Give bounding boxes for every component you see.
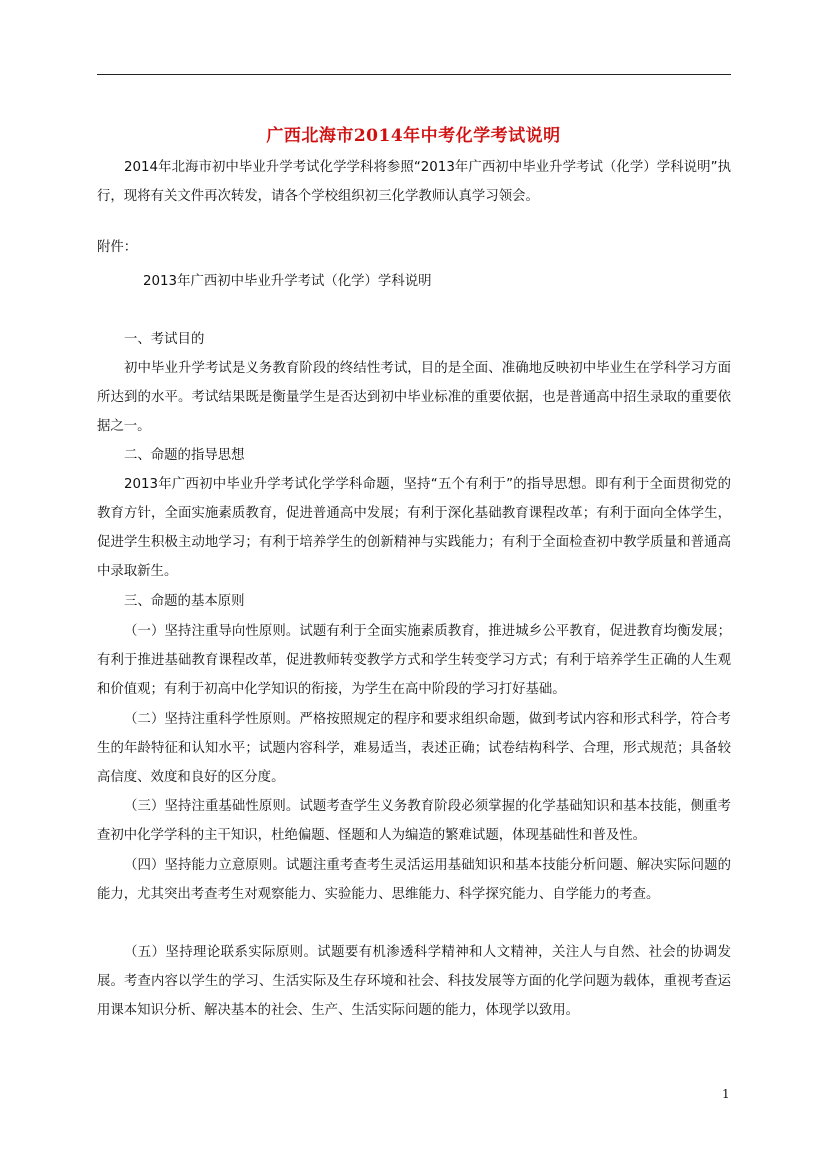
section-1-body: 初中毕业升学考试是义务教育阶段的终结性考试，目的是全面、准确地反映初中毕业生在学科学习方面所达到的水平。考试结果既是衡量学生是否达到初中毕业标准的重要依据，也是普通高中招生录取的重要依据之一。 — [97, 361, 731, 434]
principle-1: （一）坚持注重导向性原则。试题有利于全面实施素质教育，推进城乡公平教育，促进教育均衡发展；有利于推进基础教育课程改革，促进教师转变教学方式和学生转变学习方式；有利于培养学生正确的人生观和价值观；有利于初高中化学知识的衔接，为学生在高中阶段的学习打好基础。 — [97, 624, 731, 697]
header-rule — [97, 74, 731, 75]
page-number: 1 — [722, 1087, 730, 1101]
attachment-title: 2013年广西初中毕业升学考试（化学）学科说明 — [143, 274, 432, 289]
section-3-heading: 三、命题的基本原则 — [124, 594, 245, 609]
attachment-label: 附件： — [97, 240, 138, 255]
intro-paragraph: 2014年北海市初中毕业升学考试化学学科将参照“2013年广西初中毕业升学考试（化学）学科说明”执行，现将有关文件再次转发，请各个学校组织初三化学教师认真学习领会。 — [97, 160, 731, 204]
principle-2: （二）坚持注重科学性原则。严格按照规定的程序和要求组织命题，做到考试内容和形式科学，符合考生的年龄特征和认知水平；试题内容科学，难易适当，表述正确；试卷结构科学、合理，形式规范；具备较高信度、效度和良好的区分度。 — [97, 712, 731, 785]
principle-4: （四）坚持能力立意原则。试题注重考查考生灵活运用基础知识和基本技能分析问题、解决实际问题的能力，尤其突出考查考生对观察能力、实验能力、思维能力、科学探究能力、自学能力的考查。 — [97, 858, 731, 902]
document-title: 广西北海市2014年中考化学考试说明 — [266, 126, 561, 146]
section-1-heading: 一、考试目的 — [124, 332, 205, 347]
principle-3: （三）坚持注重基础性原则。试题考查学生义务教育阶段必须掌握的化学基础知识和基本技能，侧重考查初中化学学科的主干知识，杜绝偏题、怪题和人为编造的繁难试题，体现基础性和普及性。 — [97, 799, 731, 843]
section-2-heading: 二、命题的指导思想 — [124, 448, 245, 463]
section-2-body: 2013年广西初中毕业升学考试化学学科命题，坚持“五个有利于”的指导思想。即有利于全面贯彻党的教育方针，全面实施素质教育，促进普通高中发展；有利于深化基础教育课程改革；有利于面向全体学生，促进学生积极主动地学习；有利于培养学生的创新精神与实践能力；有利于全面检查初中教学质量和普通高中录取新生。 — [97, 477, 731, 579]
principle-5: （五）坚持理论联系实际原则。试题要有机渗透科学精神和人文精神，关注人与自然、社会的协调发展。考查内容以学生的学习、生活实际及生存环境和社会、科技发展等方面的化学问题为载体，重视考查运用课本知识分析、解决基本的社会、生产、生活实际问题的能力，体现学以致用。 — [97, 945, 731, 1018]
